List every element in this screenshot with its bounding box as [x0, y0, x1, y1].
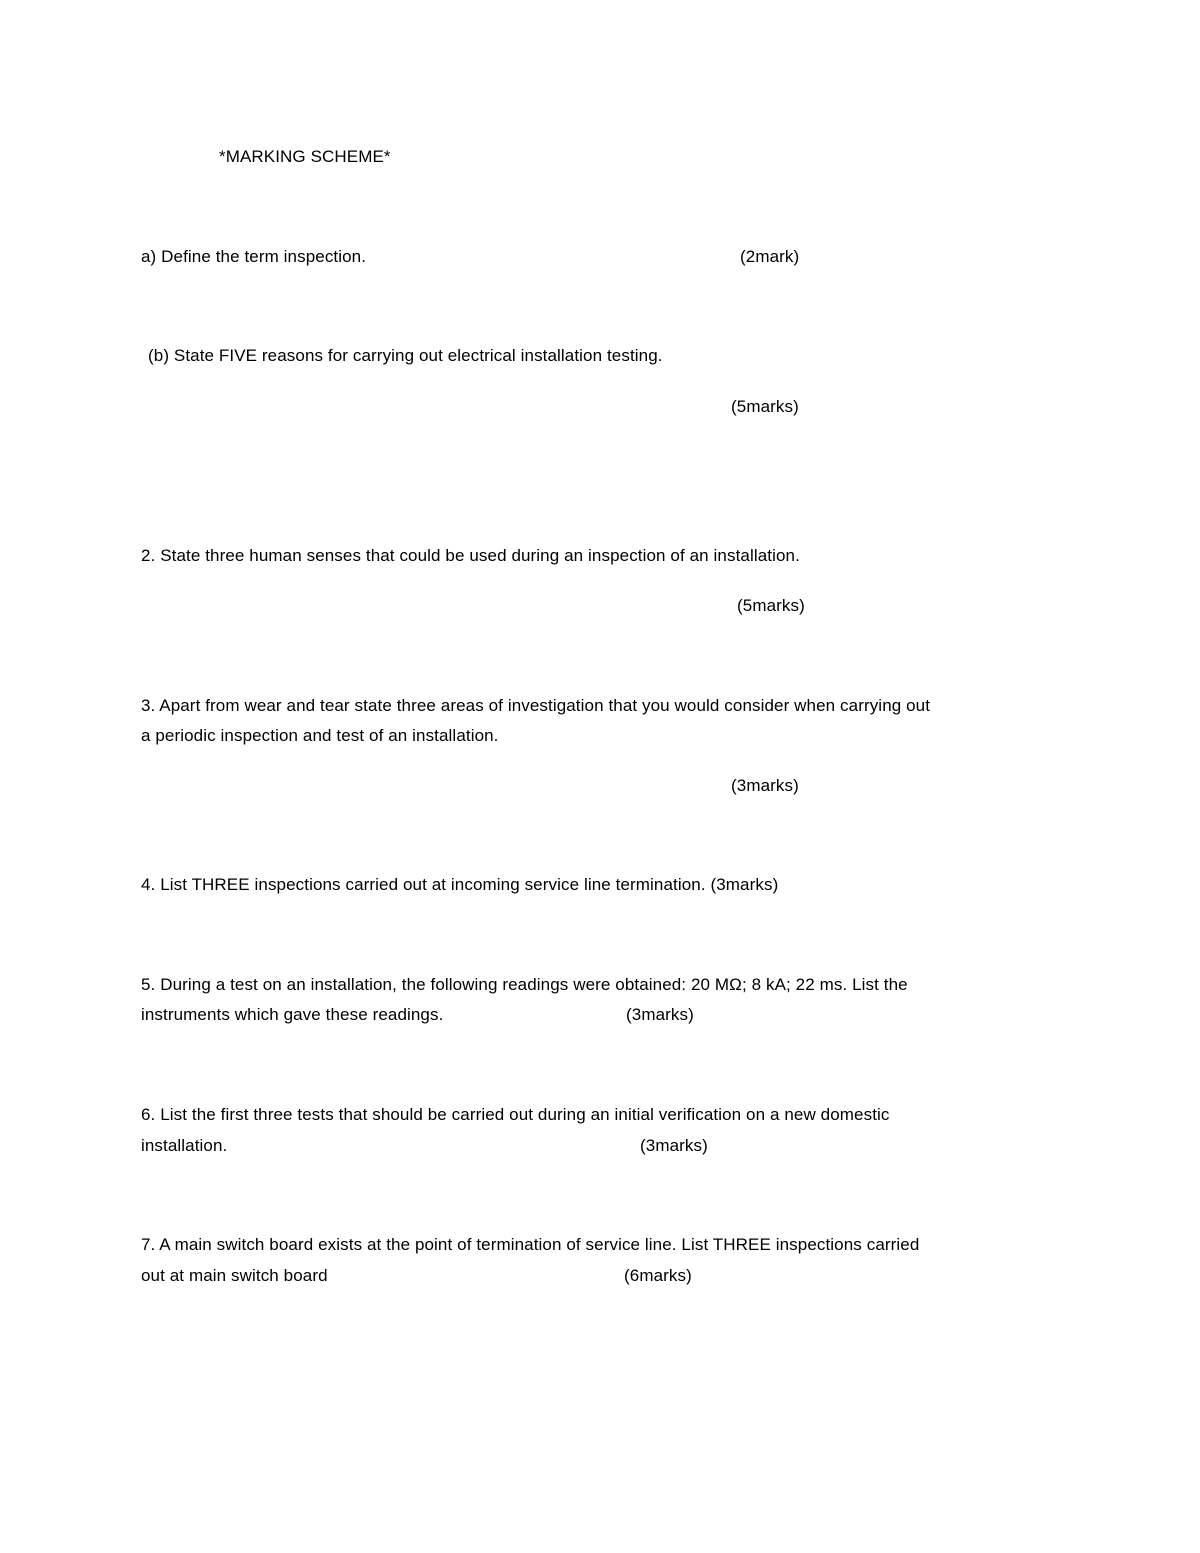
question-5-text-line-2: instruments which gave these readings.: [141, 1005, 444, 1024]
question-4-text: 4. List THREE inspections carried out at incoming service line termination. (3marks): [141, 875, 779, 894]
question-5-marks: (3marks): [626, 1005, 694, 1024]
question-3-text-line-1: 3. Apart from wear and tear state three areas of investigation that you would consider when carrying out: [141, 696, 931, 715]
document-title: *MARKING SCHEME*: [219, 147, 391, 166]
question-b-marks: (5marks): [731, 397, 799, 416]
question-2-marks: (5marks): [737, 596, 805, 615]
question-2-text: 2. State three human senses that could be used during an inspection of an installation.: [141, 546, 800, 565]
question-6-text-line-1: 6. List the first three tests that should be carried out during an initial verification on a new domestic: [141, 1105, 890, 1124]
question-5-text-line-1: 5. During a test on an installation, the following readings were obtained: 20 MΩ; 8 kA; 22 ms. List the: [141, 975, 908, 994]
question-a-text: a) Define the term inspection.: [141, 247, 367, 266]
question-3-marks: (3marks): [731, 776, 799, 795]
question-6-marks: (3marks): [640, 1136, 708, 1155]
question-3-text-line-2: a periodic inspection and test of an installation.: [141, 726, 499, 745]
question-7-marks: (6marks): [624, 1266, 692, 1285]
question-b-text: (b) State FIVE reasons for carrying out electrical installation testing.: [148, 346, 663, 365]
question-a-marks: (2mark): [740, 247, 800, 266]
question-6-text-line-2: installation.: [141, 1136, 228, 1155]
question-7-text-line-1: 7. A main switch board exists at the point of termination of service line. List THREE inspections carried: [141, 1235, 920, 1254]
question-7-text-line-2: out at main switch board: [141, 1266, 328, 1285]
